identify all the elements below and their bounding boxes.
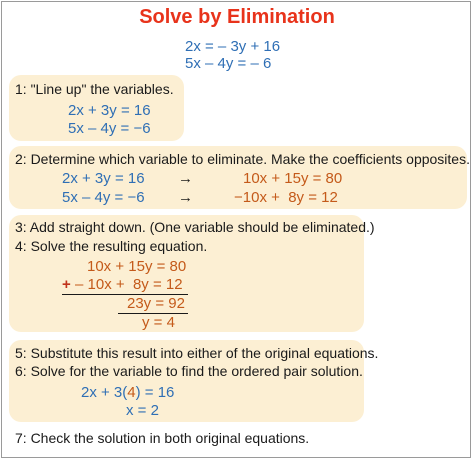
step2-left-1: 2x + 3y = 16	[62, 170, 145, 187]
step5-text: 5: Substitute this result into either of the original equations.	[15, 345, 379, 361]
step2-text: 2: Determine which variable to eliminate. Make the coefficients opposites.	[15, 151, 470, 167]
header-equation-2: 5x – 4y = – 6	[185, 55, 272, 72]
substitution-equation	[81, 384, 174, 401]
substitution-prefix: 2x + 3(	[81, 384, 128, 401]
sum-line-1: 10x + 15y = 80	[87, 258, 187, 275]
step2-left-2: 5x – 4y = −6	[62, 189, 145, 206]
arrow-icon: →	[178, 170, 193, 187]
sum-result: 23y = 92	[127, 295, 185, 312]
arrow-icon: →	[178, 189, 193, 206]
step6-text: 6: Solve for the variable to find the ordered pair solution.	[15, 363, 363, 379]
step7-text: 7: Check the solution in both original equations.	[15, 430, 310, 446]
sum-line-2: – 10x + 8y = 12	[75, 276, 183, 293]
page-title: Solve by Elimination	[139, 6, 335, 28]
y-result: y = 4	[142, 314, 175, 331]
step1-equation-1: 2x + 3y = 16	[68, 102, 151, 119]
substitution-suffix: ) = 16	[135, 384, 175, 401]
x-result: x = 2	[126, 402, 159, 419]
step3-text: 3: Add straight down. (One variable should be eliminated.)	[15, 219, 375, 235]
step2-right-1: 10x + 15y = 80	[243, 170, 343, 187]
substituted-value: 4	[127, 384, 136, 401]
plus-sign: +	[62, 276, 71, 293]
step2-right-2: −10x + 8y = 12	[234, 189, 338, 206]
step4-text: 4: Solve the resulting equation.	[15, 238, 208, 254]
header-equation-1: 2x = – 3y + 16	[185, 38, 281, 55]
step1-text: 1: "Line up" the variables.	[15, 81, 174, 97]
step1-equation-2: 5x – 4y = −6	[68, 120, 151, 137]
